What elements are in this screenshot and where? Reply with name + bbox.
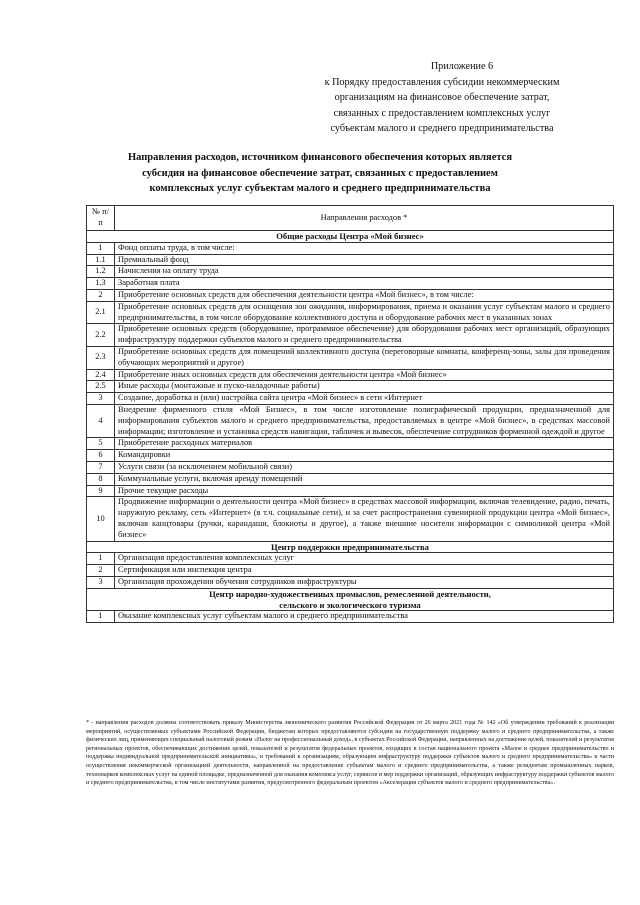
table-row [87, 301, 614, 324]
row-number: 1.3 [87, 278, 115, 290]
row-number: 10 [87, 497, 115, 541]
row-number: 1 [87, 553, 115, 565]
row-number: 2 [87, 565, 115, 577]
row-number: 5 [87, 438, 115, 450]
row-direction-text: Внедрение фирменного стиля «Мой Бизнес», в том числе изготовление полиграфической продукции, предназначенной для информирования субъектов малого и среднего предпринимательства, предоставляемых в центре «Мой бизнес», в средствах массовой информации; изготовление и установка средств навигации, табличек и вывесок, обеспечение сотрудников форменной одеждой и другое [115, 404, 614, 437]
section-title-support-center: Центр поддержки предпринимательства [87, 541, 614, 553]
table-row [87, 369, 614, 381]
row-number: 2.3 [87, 346, 115, 369]
row-number: 1 [87, 611, 115, 623]
row-number: 3 [87, 576, 115, 588]
table-row [87, 485, 614, 497]
row-direction-text: Прочие текущие расходы [115, 485, 614, 497]
col-header-direction: Направления расходов * [115, 206, 614, 231]
row-direction-text: Приобретение основных средств для помещений коллективного доступа (переговорные комнаты, конференц-зоны, залы для проведения обучающих мероприятий и другое) [115, 346, 614, 369]
table-row [87, 576, 614, 588]
row-direction-text: Иные расходы (монтажные и пуско-наладочные работы) [115, 381, 614, 393]
row-number: 6 [87, 450, 115, 462]
section-row [87, 541, 614, 553]
table-header-row [87, 206, 614, 231]
table-row [87, 611, 614, 623]
row-number: 8 [87, 473, 115, 485]
row-direction-text: Приобретение иных основных средств для обеспечения деятельности центра «Мой бизнес» [115, 369, 614, 381]
section-title-crafts-center [87, 588, 614, 611]
table-row [87, 497, 614, 541]
table-row [87, 461, 614, 473]
row-direction-text: Премиальный фонд [115, 254, 614, 266]
row-direction-text: Приобретение основных средств для оснащения зон ожидания, информирования, приема и оказания услуг субъектам малого и среднего предпринимательства, в том числе оборудование коллективного доступа и оборудование рабочих мест в указанных зонах [115, 301, 614, 324]
row-number: 1 [87, 242, 115, 254]
table-row [87, 324, 614, 347]
table-row [87, 393, 614, 405]
row-number: 4 [87, 404, 115, 437]
row-number: 2.4 [87, 369, 115, 381]
table-row [87, 553, 614, 565]
col-header-number: № п/п [87, 206, 115, 231]
table-row [87, 266, 614, 278]
row-number: 2 [87, 289, 115, 301]
row-number: 2.1 [87, 301, 115, 324]
section-title-general: Общие расходы Центра «Мой бизнес» [87, 231, 614, 243]
expense-directions-table [86, 205, 614, 623]
section-row [87, 588, 614, 611]
row-direction-text: Фонд оплаты труда, в том числе: [115, 242, 614, 254]
row-number: 2.2 [87, 324, 115, 347]
row-direction-text: Сертификация или инспекция центра [115, 565, 614, 577]
row-direction-text: Заработная плата [115, 278, 614, 290]
row-direction-text: Организация предоставления комплексных услуг [115, 553, 614, 565]
table-row [87, 565, 614, 577]
table-row [87, 254, 614, 266]
row-number: 1.2 [87, 266, 115, 278]
section-title-line: Центр народно-художественных промыслов, ремесленной деятельности, [209, 588, 491, 599]
title-line: комплексных услуг субъектам малого и среднего предпринимательства [149, 183, 491, 194]
row-direction-text: Приобретение расходных материалов [115, 438, 614, 450]
table-row [87, 346, 614, 369]
table-row [87, 404, 614, 437]
row-number: 9 [87, 485, 115, 497]
appendix-line: организациям на финансовое обеспечение затрат, [334, 92, 550, 103]
table-row [87, 473, 614, 485]
table-row [87, 289, 614, 301]
footnote: * - направления расходов должны соответствовать приказу Министерства экономического развития Российской Федерации от 26 марта 2021 года № 142 «Об утверждении требований к реализации мероприятий, осуществляемых субъектами Российской Федерации, бюджетам которых предоставляются субсидии на государственную поддержку малого и среднего предпринимательства, а также физических лиц, применяющих специальный налоговый режим «Налог на профессиональный доход», в субъектах Российской Федерации, направленных на достижение целей, показателей и результатов региональных проектов, обеспечивающих достижение целей, показателей и результатов федеральных проектов, входящих в состав национального проекта «Малое и среднее предпринимательство и поддержка индивидуальной предпринимательской инициативы», и требований к организациям, образующим инфраструктуру поддержки субъектов малого и среднего предпринимательства» к части осуществления некоммерческой организацией деятельности, направленной на предоставление субъектам малого и среднего предпринимательства, а также резидентам промышленных парков, технопарков комплексных услуг на единой площадке, предназначенной для оказания комплекса услуг, сервисов и мер поддержки организаций, образующих инфраструктуру поддержки субъектов малого и среднего предпринимательства, в том числе институтами развития, предусмотренного федеральным проектом «Акселерация субъектов малого и среднего предпринимательства». [86, 720, 614, 787]
document-title [92, 150, 548, 197]
row-direction-text: Продвижение информации о деятельности центра «Мой бизнес» в средствах массовой информации, включая телевидение, радио, печать, наружную рекламу, сеть «Интернет» (в т.ч. социальные сети), и за счет распространения сувенирной продукции центра «Мой бизнес», включая канцтовары (ручки, карандаши, блокноты и другое), а также внешние носители информации с символикой центра «Мой бизнес» [115, 497, 614, 541]
section-row [87, 231, 614, 243]
row-direction-text: Создание, доработка и (или) настройка сайта центра «Мой бизнес» в сети «Интернет [115, 393, 614, 405]
row-number: 2.5 [87, 381, 115, 393]
table-row [87, 242, 614, 254]
appendix-line: к Порядку предоставления субсидии некоммерческим [324, 76, 560, 88]
row-direction-text: Оказание комплексных услуг субъектам малого и среднего предпринимательства [115, 611, 614, 623]
appendix-number: Приложение 6 [430, 61, 494, 72]
title-line: субсидия на финансовое обеспечение затрат, связанных с предоставлением [142, 167, 498, 179]
row-direction-text: Организация прохождения обучения сотрудников инфраструктуры [115, 576, 614, 588]
table-row [87, 450, 614, 462]
row-direction-text: Коммунальные услуги, включая аренду помещений [115, 473, 614, 485]
row-number: 1.1 [87, 254, 115, 266]
section-title-line: сельского и экологического туризма [279, 599, 421, 610]
row-direction-text: Услуги связи (за исключением мобильной связи) [115, 461, 614, 473]
row-direction-text: Начисления на оплату труда [115, 266, 614, 278]
row-direction-text: Приобретение основных средств (оборудование, программное обеспечение) для оборудования рабочих мест организаций, образующих инфраструктуру поддержки субъектов малого и среднего предпринимательства [115, 324, 614, 347]
row-direction-text: Командировки [115, 450, 614, 462]
row-number: 3 [87, 393, 115, 405]
table-row [87, 438, 614, 450]
table-row [87, 381, 614, 393]
table-row [87, 278, 614, 290]
row-direction-text: Приобретение основных средств для обеспечения деятельности центра «Мой бизнес», в том числе: [115, 289, 614, 301]
appendix-line: субъектам малого и среднего предпринимательства [330, 123, 554, 134]
row-number: 7 [87, 461, 115, 473]
appendix-header [262, 59, 622, 137]
appendix-line: связанных с предоставлением комплексных услуг [333, 107, 551, 119]
title-line: Направления расходов, источником финансового обеспечения которых является [127, 152, 513, 163]
